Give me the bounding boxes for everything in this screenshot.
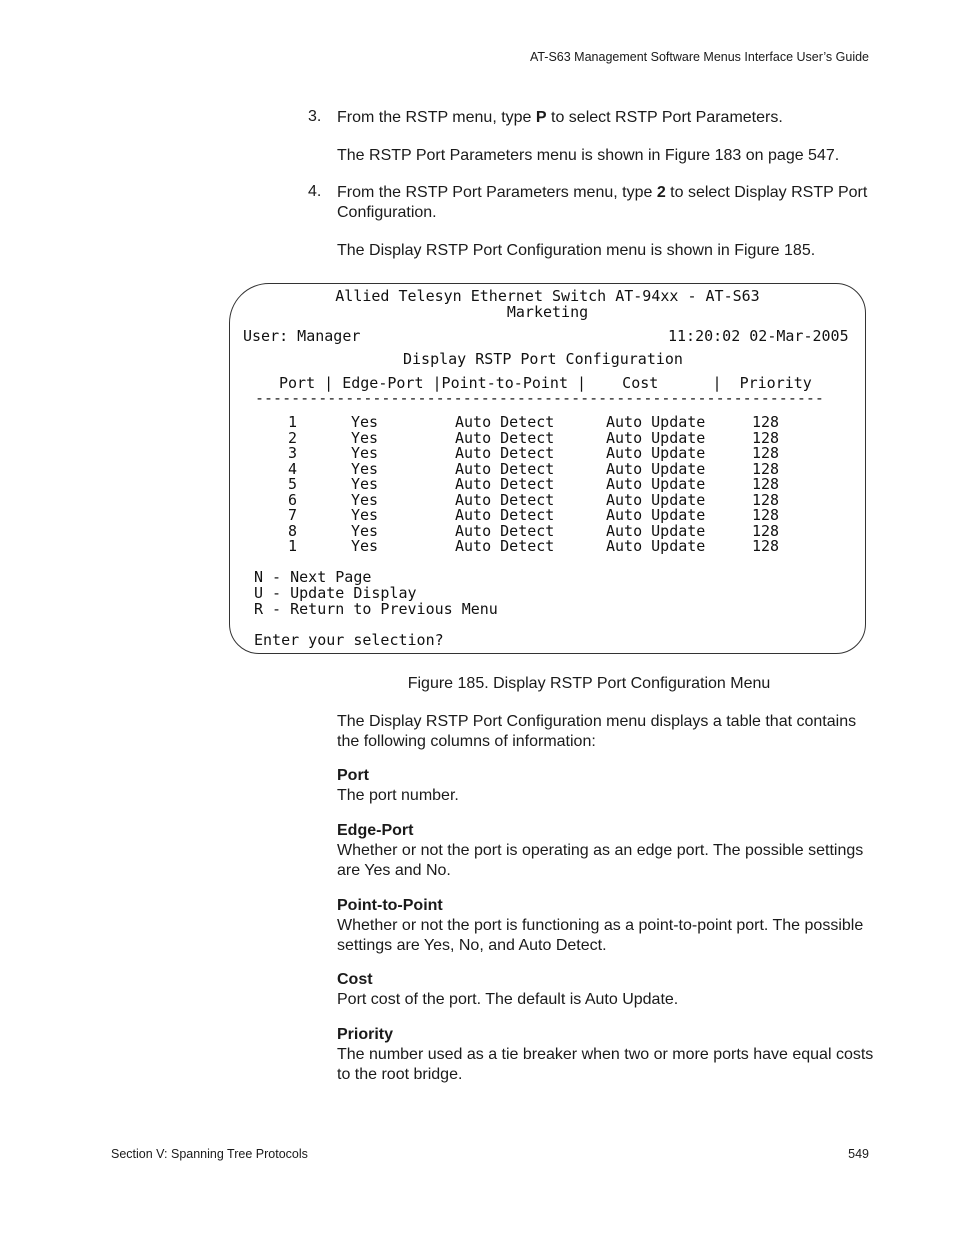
cell-cost: Auto Update xyxy=(606,506,706,524)
key-letter: P xyxy=(535,109,547,126)
cell-priority: 128 xyxy=(752,521,780,540)
cell-edge-port: Yes xyxy=(351,444,379,462)
screen-user: User: Manager xyxy=(243,327,361,345)
cell-port: 5 xyxy=(288,475,298,493)
cell-edge-port: Yes xyxy=(351,413,379,431)
cell-priority: 128 xyxy=(752,490,780,509)
option-update-display: U - Update Display xyxy=(254,584,417,602)
cell-point-to-point: Auto Detect xyxy=(455,475,555,493)
screen-datetime: 11:20:02 02-Mar-2005 xyxy=(668,327,849,345)
note-step3: The RSTP Port Parameters menu is shown in Figure 183 on page 547. xyxy=(337,147,840,164)
cell-edge-port: Yes xyxy=(351,428,379,447)
running-header: AT-S63 Management Software Menus Interface User’s Guide xyxy=(529,50,869,64)
cell-edge-port: Yes xyxy=(351,490,379,509)
cell-port: 1 xyxy=(288,413,298,431)
cell-cost: Auto Update xyxy=(606,521,706,540)
cell-cost: Auto Update xyxy=(606,444,706,462)
cell-priority: 128 xyxy=(752,506,780,524)
cell-point-to-point: Auto Detect xyxy=(455,459,555,478)
screen-prompt: Enter your selection? xyxy=(254,631,444,649)
term-point-to-point: Point-to-Point xyxy=(337,897,443,914)
desc-cost: Port cost of the port. The default is Auto Update. xyxy=(337,991,679,1008)
figure-caption: Figure 185. Display RSTP Port Configuration Menu xyxy=(407,675,771,692)
term-port: Port xyxy=(337,767,369,784)
cell-cost: Auto Update xyxy=(606,428,706,447)
cell-priority: 128 xyxy=(752,428,780,447)
cell-point-to-point: Auto Detect xyxy=(455,490,555,509)
desc-edge-port: Whether or not the port is operating as an edge port. The possible settings are Yes and No. xyxy=(337,842,864,879)
cell-point-to-point: Auto Detect xyxy=(455,537,555,555)
screen-title: Allied Telesyn Ethernet Switch AT-94xx - AT-S63 xyxy=(335,287,760,305)
cell-point-to-point: Auto Detect xyxy=(455,428,555,447)
cell-edge-port: Yes xyxy=(351,521,379,540)
cell-port: 6 xyxy=(288,490,298,509)
footer-page-number: 549 xyxy=(848,1147,869,1161)
screen-column-headers: Port | Edge-Port |Point-to-Point | Cost | Priority xyxy=(279,374,812,392)
cell-port: 3 xyxy=(288,444,298,462)
key-letter: 2 xyxy=(656,184,666,201)
cell-priority: 128 xyxy=(752,475,780,493)
cell-edge-port: Yes xyxy=(351,537,379,555)
cell-point-to-point: Auto Detect xyxy=(455,506,555,524)
desc-point-to-point: Whether or not the port is functioning as a point-to-point port. The possible settings are Yes, No, and Auto Detect. xyxy=(337,917,864,954)
step-text: From the RSTP menu, type P to select RSTP Port Parameters. xyxy=(337,109,783,126)
cell-port: 4 xyxy=(288,459,298,478)
step-number: 3. xyxy=(308,108,322,125)
cell-port: 2 xyxy=(288,428,298,447)
cell-edge-port: Yes xyxy=(351,459,379,478)
term-priority: Priority xyxy=(337,1026,394,1043)
option-next-page: N - Next Page xyxy=(254,568,372,586)
cell-cost: Auto Update xyxy=(606,413,706,431)
term-cost: Cost xyxy=(337,971,373,988)
cell-port: 1 xyxy=(288,537,298,555)
cell-point-to-point: Auto Detect xyxy=(455,413,555,431)
step-number: 4. xyxy=(308,183,322,200)
desc-priority: The number used as a tie breaker when two or more ports have equal costs to the root bridge. xyxy=(337,1046,874,1083)
cell-cost: Auto Update xyxy=(606,537,706,555)
screen-divider: --------------------------------------------------------------- xyxy=(255,389,824,407)
cell-priority: 128 xyxy=(752,537,780,555)
cell-cost: Auto Update xyxy=(606,459,706,478)
footer-section: Section V: Spanning Tree Protocols xyxy=(111,1147,308,1161)
desc-port: The port number. xyxy=(337,787,459,804)
cell-port: 7 xyxy=(288,506,298,524)
cell-cost: Auto Update xyxy=(606,490,706,509)
screen-menu-title: Display RSTP Port Configuration xyxy=(403,350,683,368)
cell-point-to-point: Auto Detect xyxy=(455,521,555,540)
cell-edge-port: Yes xyxy=(351,475,379,493)
cell-priority: 128 xyxy=(752,413,780,431)
intro-paragraph: The Display RSTP Port Configuration menu displays a table that contains the following columns of information: xyxy=(337,713,857,750)
note-step4: The Display RSTP Port Configuration menu is shown in Figure 185. xyxy=(337,242,816,259)
cell-cost: Auto Update xyxy=(606,475,706,493)
cell-priority: 128 xyxy=(752,444,780,462)
term-edge-port: Edge-Port xyxy=(337,822,414,839)
option-return: R - Return to Previous Menu xyxy=(254,600,498,618)
cell-priority: 128 xyxy=(752,459,780,478)
step-text: From the RSTP Port Parameters menu, type 2 to select Display RSTP Port Configuration. xyxy=(337,184,868,221)
screen-subtitle: Marketing xyxy=(506,303,589,321)
cell-point-to-point: Auto Detect xyxy=(455,444,555,462)
cell-edge-port: Yes xyxy=(351,506,379,524)
cell-port: 8 xyxy=(288,521,298,540)
